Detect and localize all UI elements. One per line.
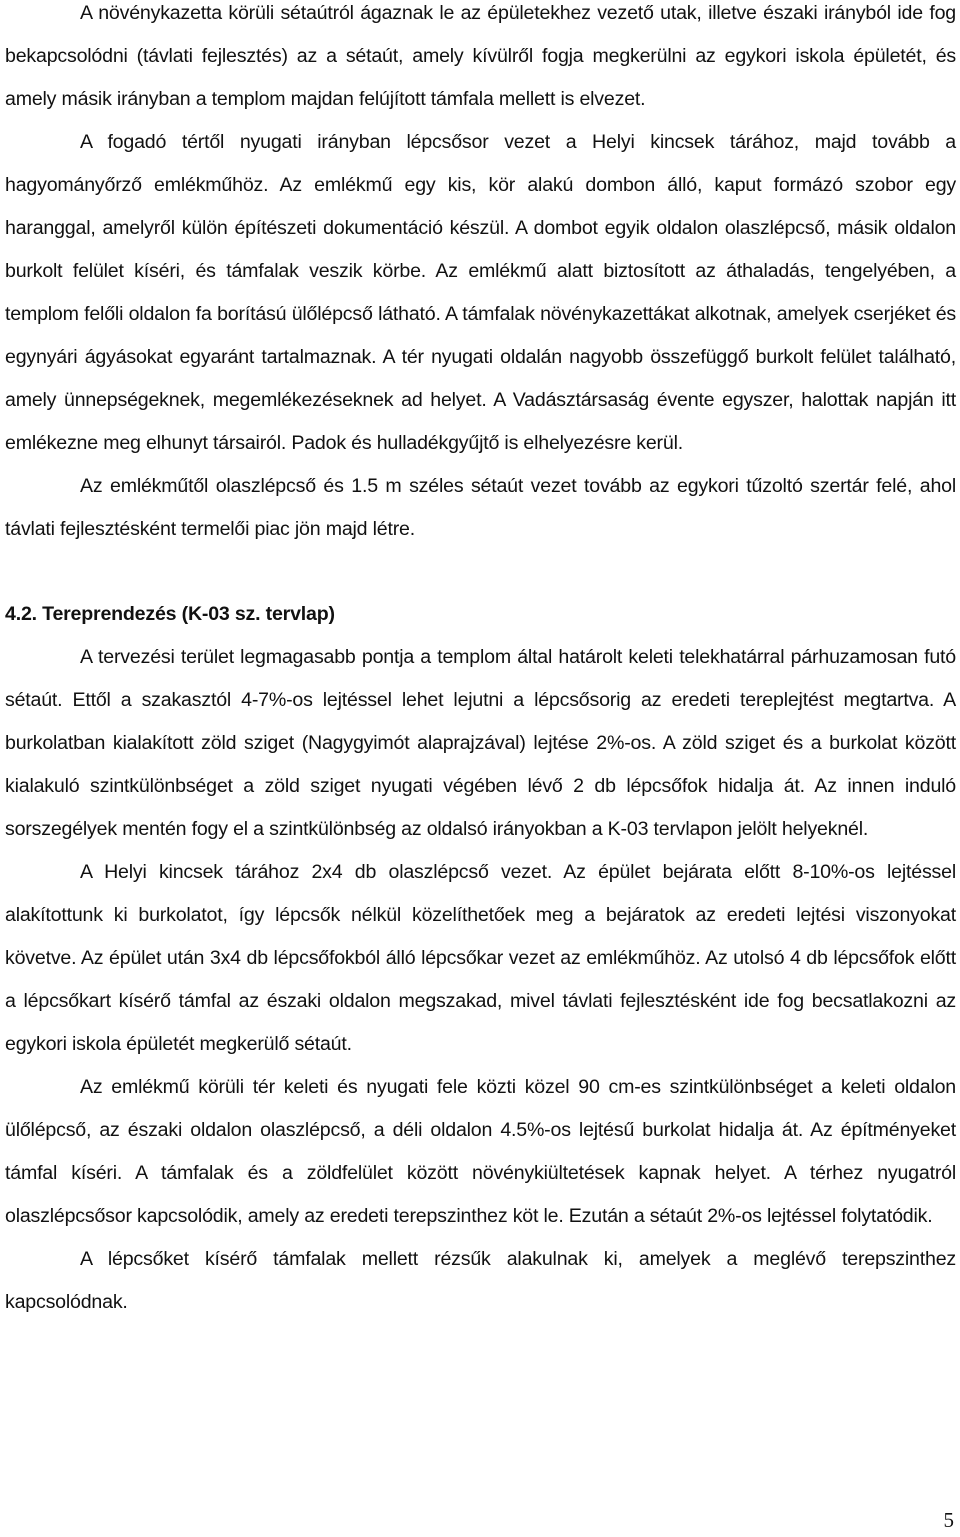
- paragraph-local-treasures-stairs: A Helyi kincsek tárához 2x4 db olaszlépcső vezet. Az épület bejárata előtt 8-10%-os lejtéssel alakítottunk ki burkolatot, így lépcsők nélkül közelíthetőek meg a bejáratok az eredeti lejtési viszonyokat követve. Az épület után 3x4 db lépcsőfokból álló lépcsőkar vezet az emlékműhöz. Az utolsó 4 db lépcsőfok előtt a lépcsőkart kísérő támfal az északi oldalon megszakad, mivel távlati fejlesztésként ide fog becsatlakozni az egykori iskola épületét megkerülő sétaút.: [5, 861, 956, 1055]
- paragraph-memorial-description: A fogadó tértől nyugati irányban lépcsősor vezet a Helyi kincsek tárához, majd tovább a hagyományőrző emlékműhöz. Az emlékmű egy kis, kör alakú dombon álló, kaput formázó szobor egy haranggal, amelyről külön építészeti dokumentáció készül. A dombot egyik oldalon olaszlépcső, másik oldalon burkolt felület kíséri, és támfalak veszik körbe. Az emlékmű alatt biztosított az áthaladás, tengelyében, a templom felőli oldalon fa borítású ülőlépcső látható. A támfalak növénykazettákat alkotnak, amelyek cserjéket és egynyári ágyásokat egyaránt tartalmaznak. A tér nyugati oldalán nagyobb összefüggő burkolt felület található, amely ünnepségeknek, megemlékezéseknek ad helyet. A Vadásztársaság évente egyszer, halottak napján itt emlékezne meg elhunyt társairól. Padok és hulladékgyűjtő is elhelyezésre kerül.: [5, 131, 956, 454]
- document-page: [5, 0, 956, 1324]
- page-number: 5: [943, 1508, 954, 1532]
- paragraph-terrain-highest-point: A tervezési terület legmagasabb pontja a templom által határolt keleti telekhatárral párhuzamosan futó sétaút. Ettől a szakasztól 4-7%-os lejtéssel lehet lejutni a lépcsősorig az eredeti tereplejtést megtartva. A burkolatban kialakított zöld sziget (Nagygyimót alaprajzával) lejtése 2%-os. A zöld sziget és a burkolat között kialakuló szintkülönbséget a zöld sziget nyugati végében lévő 2 db lépcsőfok hidalja át. Az innen induló sorszegélyek mentén fogy el a szintkülönbség az oldalsó irányokban a K-03 tervlapon jelölt helyeknél.: [5, 646, 956, 840]
- section-heading: 4.2. Tereprendezés (K-03 sz. tervlap): [5, 603, 335, 625]
- paragraph-walkway-branches: A növénykazetta körüli sétaútról ágaznak le az épületekhez vezető utak, illetve északi irányból ide fog bekapcsolódni (távlati fejlesztés) az a sétaút, amely kívülről fogja megkerülni az egykori iskola épületét, és amely másik irányban a templom majdan felújított támfala mellett is elvezet.: [5, 2, 956, 110]
- paragraph-memorial-square-levels: Az emlékmű körüli tér keleti és nyugati fele közti közel 90 cm-es szintkülönbséget a keleti oldalon ülőlépcső, az északi oldalon olaszlépcső, a déli oldalon 4.5%-os lejtésű burkolat hidalja át. Az építményeket támfal kíséri. A támfalak és a zöldfelület között növénykiültetések kapnak helyet. A térhez nyugatról olaszlépcsősor kapcsolódik, amely az eredeti terepszinthez köt le. Ezután a sétaút 2%-os lejtéssel folytatódik.: [5, 1076, 956, 1227]
- paragraph-memorial-stairs: Az emlékműtől olaszlépcső és 1.5 m széles sétaút vezet tovább az egykori tűzoltó szertár felé, ahol távlati fejlesztésként termelői piac jön majd létre.: [5, 475, 956, 540]
- paragraph-retaining-walls-slopes: A lépcsőket kísérő támfalak mellett rézsűk alakulnak ki, amelyek a meglévő terepszinthez kapcsolódnak.: [5, 1248, 956, 1313]
